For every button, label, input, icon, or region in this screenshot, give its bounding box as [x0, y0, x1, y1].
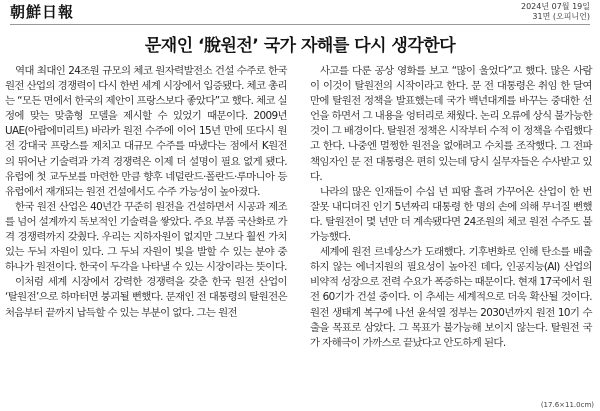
paragraph: 사고를 다룬 공상 영화를 보고 “많이 울었다”고 했다. 많은 사람이 이것이 탈원전의 시작이라고 한다. 문 전 대통령은 취임 한 달여 만에 탈원전 정책을 발표했는데 국가 백년대계를 바꾸는 중대한 선언을 하면서 그 내용을 엉터리로 채웠다. 논리 오류에 상식 불가능한 것이 그 배경이다. 탈원전 정책은 시작부터 수적 이 정책을 수립했다고 한다. 나중엔 멀쩡한 원전을 없애려고 수치를 조작했다. 그 전파 책임자인 문 전 대통령은 편히 있는데 당시 실무자들은 수사받고 있다. [310, 65, 592, 183]
masthead [10, 0, 590, 22]
paragraph: 역대 최대인 24조원 규모의 체코 원자력발전소 건설 수주로 한국 원전 산업의 경쟁력이 다시 한번 세계 시장에서 입증됐다. 체코 총리는 “모든 면에서 한국의 제안이 프랑스보다 좋았다”고 했다. 체코 실정에 맞는 맞춤형 모델을 제시할 수 있었기 때문이다. 2009년 UAE(아랍에미리트) 바라카 원전 수주에 이어 15년 만에 또다시 원전 강대국 프랑스를 제치고 대규모 수주를 따냈다는 점에서 K원전의 뛰어난 기술력과 가격 경쟁력은 이제 더 설명이 필요 없게 됐다. 유럽에 첫 교두보를 마련한 만큼 향후 네덜란드·폴란드·루마니아 등 유럽에서 재개되는 원전 건설에서도 수주 가능성이 높아졌다. [5, 65, 287, 198]
paragraph: 한국 원전 산업은 40년간 꾸준히 원전을 건설하면서 시공과 제조를 넘어 설계까지 독보적인 기술력을 쌓았다. 주요 부품 국산화로 가격 경쟁력까지 갖췄다. 우리는 지하자원이 없지만 그보다 훨씬 가치 있는 두뇌 자원이 있다. 그 두뇌 자원이 빛을 발할 수 있는 분야 중 하나가 원전이다. 한국이 두각을 나타낼 수 있는 시장이라는 뜻이다. [5, 200, 287, 274]
newspaper-logo: 朝鮮日報 [10, 3, 75, 21]
issue-page: 31면 (오피니언) [532, 12, 590, 21]
issue-meta [521, 2, 590, 22]
issue-date: 2024년 07월 19일 [521, 2, 590, 11]
masthead-divider [10, 24, 590, 25]
article-headline: 문재인 ‘脫원전’ 국가 자해를 다시 생각한다 [144, 36, 456, 56]
paragraph: 세계에 원전 르네상스가 도래했다. 기후변화로 인해 탄소를 배출하지 않는 에너지원의 필요성이 높아진 데다, 인공지능(AI) 산업의 비약적 성장으로 전력 수요가 폭증하는 때문이다. 현재 17국에서 원전 60기가 건설 중이다. 이 추세는 세계적으로 더욱 확산될 것이다. 원전 생태계 복구에 나선 윤석열 정부는 2030년까지 원전 10기 수출을 목표로 삼았다. 그 목표가 불가능해 보이지 않는다. 탈원전 국가 자해극이 가까스로 끝났다고 안도하게 된다. [310, 246, 592, 349]
article-column-right [310, 64, 592, 351]
paragraph: 이처럼 세계 시장에서 강력한 경쟁력을 갖춘 한국 원전 산업이 ‘탈원전’으로 하마터면 붕괴될 뻔했다. 문재인 전 대통령의 탈원전은 처음부터 끝까지 납득할 수 있는 부분이 없다. 그는 원전 [5, 276, 287, 319]
paragraph: 나라의 많은 인재들이 수십 년 피땀 흘려 가꾸어온 산업이 한 번 잘못 내디뎌진 인기 5년짜리 대통령 한 명의 손에 의해 무너질 뻔했다. 탈원전이 몇 년만 더 계속됐다면 24조원의 체코 원전 수주도 불가능했다. [310, 185, 592, 244]
clipping-size: (17.6×11.0cm) [540, 401, 594, 409]
article-column-left [5, 64, 287, 321]
